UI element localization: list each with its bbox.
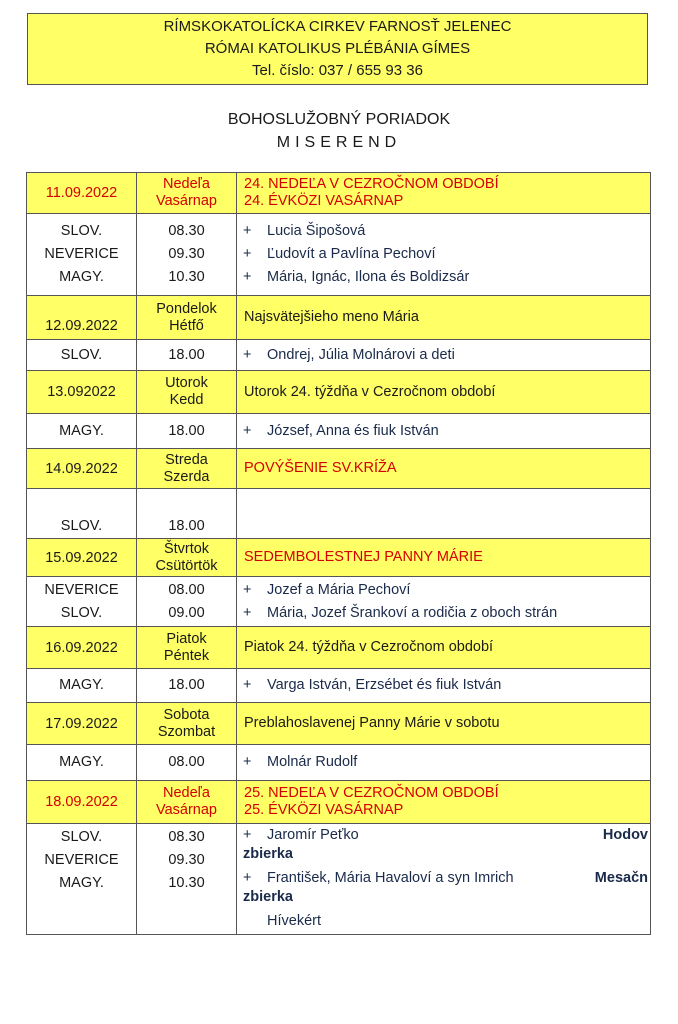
day-of-week: Nedeľa Vasárnap [137,781,237,824]
mass-times: 18.00 [137,414,237,449]
day-of-week: Piatok Péntek [137,627,237,669]
schedule-table [26,172,651,935]
day-row [27,703,651,745]
collection-note: Hodov [602,827,648,843]
day-date: 14.09.2022 [27,449,137,489]
day-of-week: Streda Szerda [137,449,237,489]
mass-languages: SLOV. [27,489,137,539]
day-event: Piatok 24. týždňa v Cezročnom období [237,627,651,669]
parish-header [27,13,648,85]
header-line-2: RÓMAI KATOLIKUS PLÉBÁNIA GÍMES [204,40,471,57]
mass-intentions [237,489,651,539]
header-line-3: Tel. číslo: 037 / 655 93 36 [252,62,423,79]
day-event: 24. NEDEĽA V CEZROČNOM OBDOBÍ 24. ÉVKÖZI VASÁRNAP [237,173,651,214]
day-event: Najsvätejšieho meno Mária [237,296,651,340]
mass-times: 18.00 [137,669,237,703]
day-event: POVÝŠENIE SV.KRÍŽA [237,449,651,489]
day-date: 18.09.2022 [27,781,137,824]
day-row [27,539,651,577]
day-row [27,781,651,824]
mass-times: 08.00 [137,745,237,781]
mass-row [27,577,651,627]
mass-intentions: + Varga István, Erzsébet és fiuk István [237,669,651,703]
day-date: 17.09.2022 [27,703,137,745]
mass-times: 08.30 09.30 10.30 [137,214,237,296]
day-date: 15.09.2022 [27,539,137,577]
mass-languages: SLOV. NEVERICE MAGY. [27,214,137,296]
day-of-week: Nedeľa Vasárnap [137,173,237,214]
collection-label: zbierka [243,889,293,905]
day-event: SEDEMBOLESTNEJ PANNY MÁRIE [237,539,651,577]
day-row [27,371,651,414]
collection-label: zbierka [243,846,293,862]
day-row [27,449,651,489]
day-of-week: Sobota Szombat [137,703,237,745]
mass-row [27,745,651,781]
mass-intentions: + Ondrej, Júlia Molnárovi a deti [237,340,651,371]
day-date: 13.092022 [27,371,137,414]
collection-note: Mesačn [594,870,648,886]
mass-intentions: + Jozef a Mária Pechoví + Mária, Jozef Šrankoví a rodičia z oboch strán [237,577,651,627]
day-of-week: Utorok Kedd [137,371,237,414]
mass-times: 18.00 [137,489,237,539]
day-date: 16.09.2022 [27,627,137,669]
day-row [27,173,651,214]
day-date: 11.09.2022 [27,173,137,214]
header-line-1: RÍMSKOKATOLÍCKA CIRKEV FARNOSŤ JELENEC [163,18,512,35]
day-of-week: Pondelok Hétfő [137,296,237,340]
intention-text: Hívekért [267,913,321,929]
page-subtitle: MISEREND [276,134,402,151]
day-of-week: Štvrtok Csütörtök [137,539,237,577]
mass-intentions: + Molnár Rudolf [237,745,651,781]
mass-times: 18.00 [137,340,237,371]
day-event: Utorok 24. týždňa v Cezročnom období [237,371,651,414]
mass-times: 08.30 09.30 10.30 [137,824,237,935]
day-row [27,627,651,669]
mass-intentions: + Jaromír Peťko Hodov zbierka + František, Mária Havaloví a syn Imrich Mesačn zbierka Hívekért [237,824,651,935]
mass-languages: MAGY. [27,414,137,449]
mass-row [27,824,651,935]
day-event: Preblahoslavenej Panny Márie v sobotu [237,703,651,745]
mass-row [27,340,651,371]
mass-row [27,669,651,703]
mass-times: 08.00 09.00 [137,577,237,627]
mass-row [27,489,651,539]
day-row [27,296,651,340]
day-event: 25. NEDEĽA V CEZROČNOM OBDOBÍ 25. ÉVKÖZI VASÁRNAP [237,781,651,824]
mass-languages: NEVERICE SLOV. [27,577,137,627]
page-title: BOHOSLUŽOBNÝ PORIADOK [227,111,451,128]
mass-row [27,214,651,296]
mass-intentions: + József, Anna és fiuk István [237,414,651,449]
mass-languages: SLOV. [27,340,137,371]
day-date: 12.09.2022 [27,296,137,340]
mass-row [27,414,651,449]
mass-languages: MAGY. [27,745,137,781]
mass-languages: MAGY. [27,669,137,703]
mass-intentions: + Lucia Šipošová + Ľudovít a Pavlína Pechoví + Mária, Ignác, Ilona és Boldizsár [237,214,651,296]
mass-languages: SLOV. NEVERICE MAGY. [27,824,137,935]
